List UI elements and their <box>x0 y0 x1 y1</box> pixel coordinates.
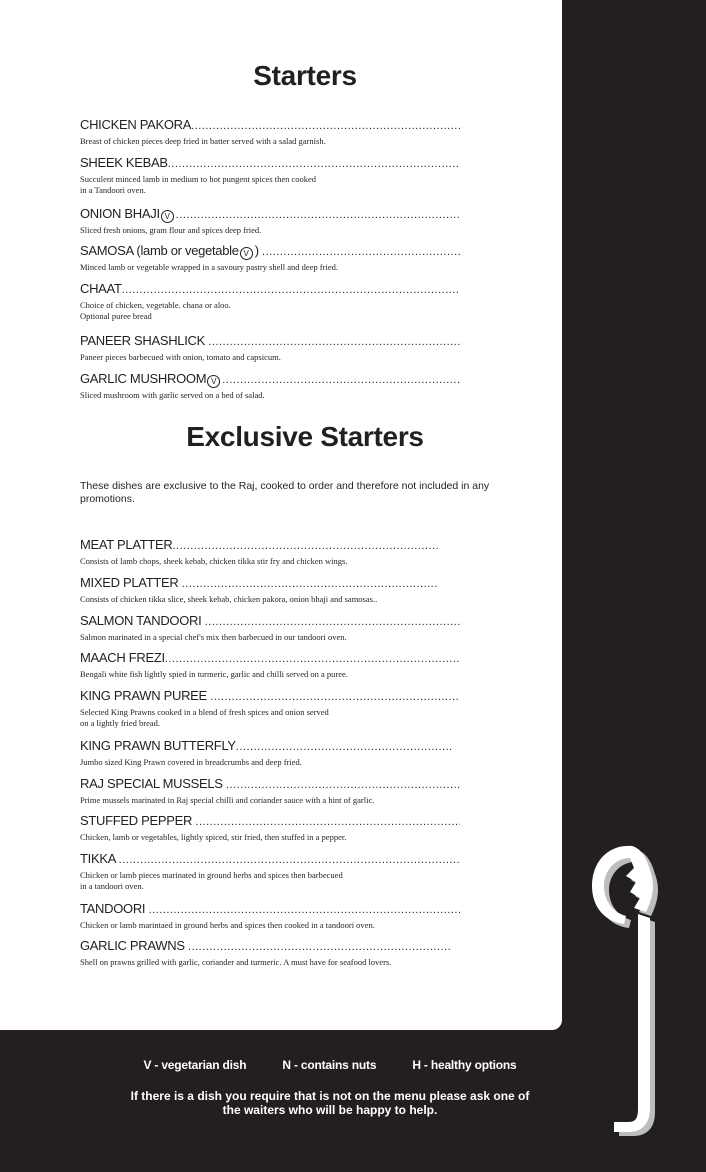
item-description: Prime mussels marinated in Raj special chilli and coriander sauce with a hint of garlic. <box>80 795 375 805</box>
menu-item <box>80 155 460 196</box>
item-description: Minced lamb or vegetable wrapped in a savoury pastry shell and deep fried. <box>80 262 338 272</box>
item-description: Shell on prawns grilled with garlic, coriander and turmeric. A must have for seafood lovers. <box>80 957 392 967</box>
item-name: ONION BHAJI <box>80 206 160 221</box>
menu-item <box>80 575 438 605</box>
menu-item <box>80 813 460 843</box>
menu-item <box>80 333 460 363</box>
vegetarian-icon: V <box>240 247 253 260</box>
menu-item <box>80 243 460 273</box>
leader-dots <box>119 853 460 868</box>
legend-nuts: N - contains nuts <box>282 1058 377 1072</box>
leader-dots <box>222 373 460 388</box>
starters-title: Starters <box>253 60 357 91</box>
item-name: MEAT PLATTER <box>80 537 173 552</box>
leader-dots <box>191 119 460 134</box>
dietary-legend <box>0 1058 660 1072</box>
menu-item <box>80 650 460 680</box>
menu-item <box>80 537 438 567</box>
item-name: CHICKEN PAKORA <box>80 117 192 132</box>
legend-healthy: H - healthy options <box>412 1058 517 1072</box>
menu-item <box>80 281 460 322</box>
leader-dots <box>182 577 438 592</box>
item-name: SALMON TANDOORI <box>80 613 205 628</box>
item-description: Succulent minced lamb in medium to hot pungent spices then cooked in a Tandoori oven. <box>80 174 317 195</box>
item-description: Jumbo sized King Prawn covered in breadcrumbs and deep fried. <box>80 757 302 767</box>
menu-item <box>80 776 460 806</box>
item-name: KING PRAWN BUTTERFLY <box>80 738 236 753</box>
item-name: RAJ SPECIAL MUSSELS <box>80 776 226 791</box>
item-description: Sliced mushroom with garlic served on a bed of salad. <box>80 390 265 400</box>
item-description: Bengali white fish lightly spied in turmeric, garlic and chilli served on a puree. <box>80 669 348 679</box>
item-name: CHAAT <box>80 281 122 296</box>
item-name: MIXED PLATTER <box>80 575 182 590</box>
exclusive-intro: These dishes are exclusive to the Raj, cooked to order and therefore not included in any promotions. <box>80 480 490 505</box>
item-description: Consists of chicken tikka slice, sheek kebab, chicken pakora, onion bhaji and samosas.. <box>80 594 378 604</box>
menu-item <box>80 901 460 931</box>
item-name: KING PRAWN PUREE <box>80 688 211 703</box>
leader-dots <box>165 652 460 667</box>
menu-item <box>80 851 460 892</box>
leader-dots <box>168 157 460 172</box>
leader-dots <box>226 778 460 793</box>
leader-dots <box>172 539 438 554</box>
item-name: SAMOSA (lamb or vegetable <box>80 243 239 258</box>
item-name: STUFFED PEPPER <box>80 813 196 828</box>
item-name: SHEEK KEBAB <box>80 155 168 170</box>
item-description: Paneer pieces barbecued with onion, tomato and capsicum. <box>80 352 281 362</box>
footer-note: If there is a dish you require that is not on the menu please ask one of the waiters who will be happy to help. <box>130 1089 530 1117</box>
vegetarian-icon: V <box>207 375 220 388</box>
leader-dots <box>236 740 452 755</box>
vegetarian-icon: V <box>161 210 174 223</box>
menu-item <box>80 371 460 401</box>
leader-dots <box>195 815 460 830</box>
item-description: Chicken or lamb pieces marinated in ground herbs and spices then barbecued in a tandoori oven. <box>80 870 343 891</box>
exclusive-starters-title: Exclusive Starters <box>186 421 424 452</box>
item-description: Choice of chicken, vegetable. chana or aloo. Optional puree bread <box>80 300 231 321</box>
leader-dots <box>208 335 460 350</box>
item-name: PANEER SHASHLICK <box>80 333 209 348</box>
item-description: Breast of chicken pieces deep fried in batter served with a salad garnish. <box>80 136 326 146</box>
item-name: MAACH FREZI <box>80 650 165 665</box>
item-description: Sliced fresh onions, gram flour and spices deep fried. <box>80 225 262 235</box>
leader-dots <box>188 940 452 955</box>
item-description: Consists of lamb chops, sheek kebab, chicken tikka stir fry and chicken wings. <box>80 556 348 566</box>
menu-item <box>80 688 460 729</box>
menu-item <box>80 738 452 768</box>
legend-vegetarian: V - vegetarian dish <box>143 1058 247 1072</box>
item-description: Salmon marinated in a special chef's mix then barbecued in our tandoori oven. <box>80 632 347 642</box>
item-name-suffix: ) <box>254 243 263 258</box>
menu-item <box>80 938 452 968</box>
item-name: GARLIC MUSHROOM <box>80 371 207 386</box>
menu-item <box>80 613 460 643</box>
leader-dots <box>205 615 460 630</box>
item-description: Chicken, lamb or vegetables, lightly spiced, stir fried, then stuffed in a pepper. <box>80 832 347 842</box>
item-name: TIKKA <box>80 851 119 866</box>
leader-dots <box>149 903 460 918</box>
leader-dots <box>262 245 460 260</box>
leader-dots <box>210 690 460 705</box>
menu-item <box>80 117 460 147</box>
item-name: TANDOORI <box>80 901 149 916</box>
menu-item <box>80 206 460 236</box>
leader-dots <box>176 208 460 223</box>
item-description: Chicken or lamb marintaed in ground herbs and spices then cooked in a tandoori oven. <box>80 920 375 930</box>
item-description: Selected King Prawns cooked in a blend of fresh spices and onion served on a lightly fried bread. <box>80 707 329 728</box>
leader-dots <box>122 283 460 298</box>
item-name: GARLIC PRAWNS <box>80 938 189 953</box>
sword-hilt-icon <box>586 838 686 1140</box>
